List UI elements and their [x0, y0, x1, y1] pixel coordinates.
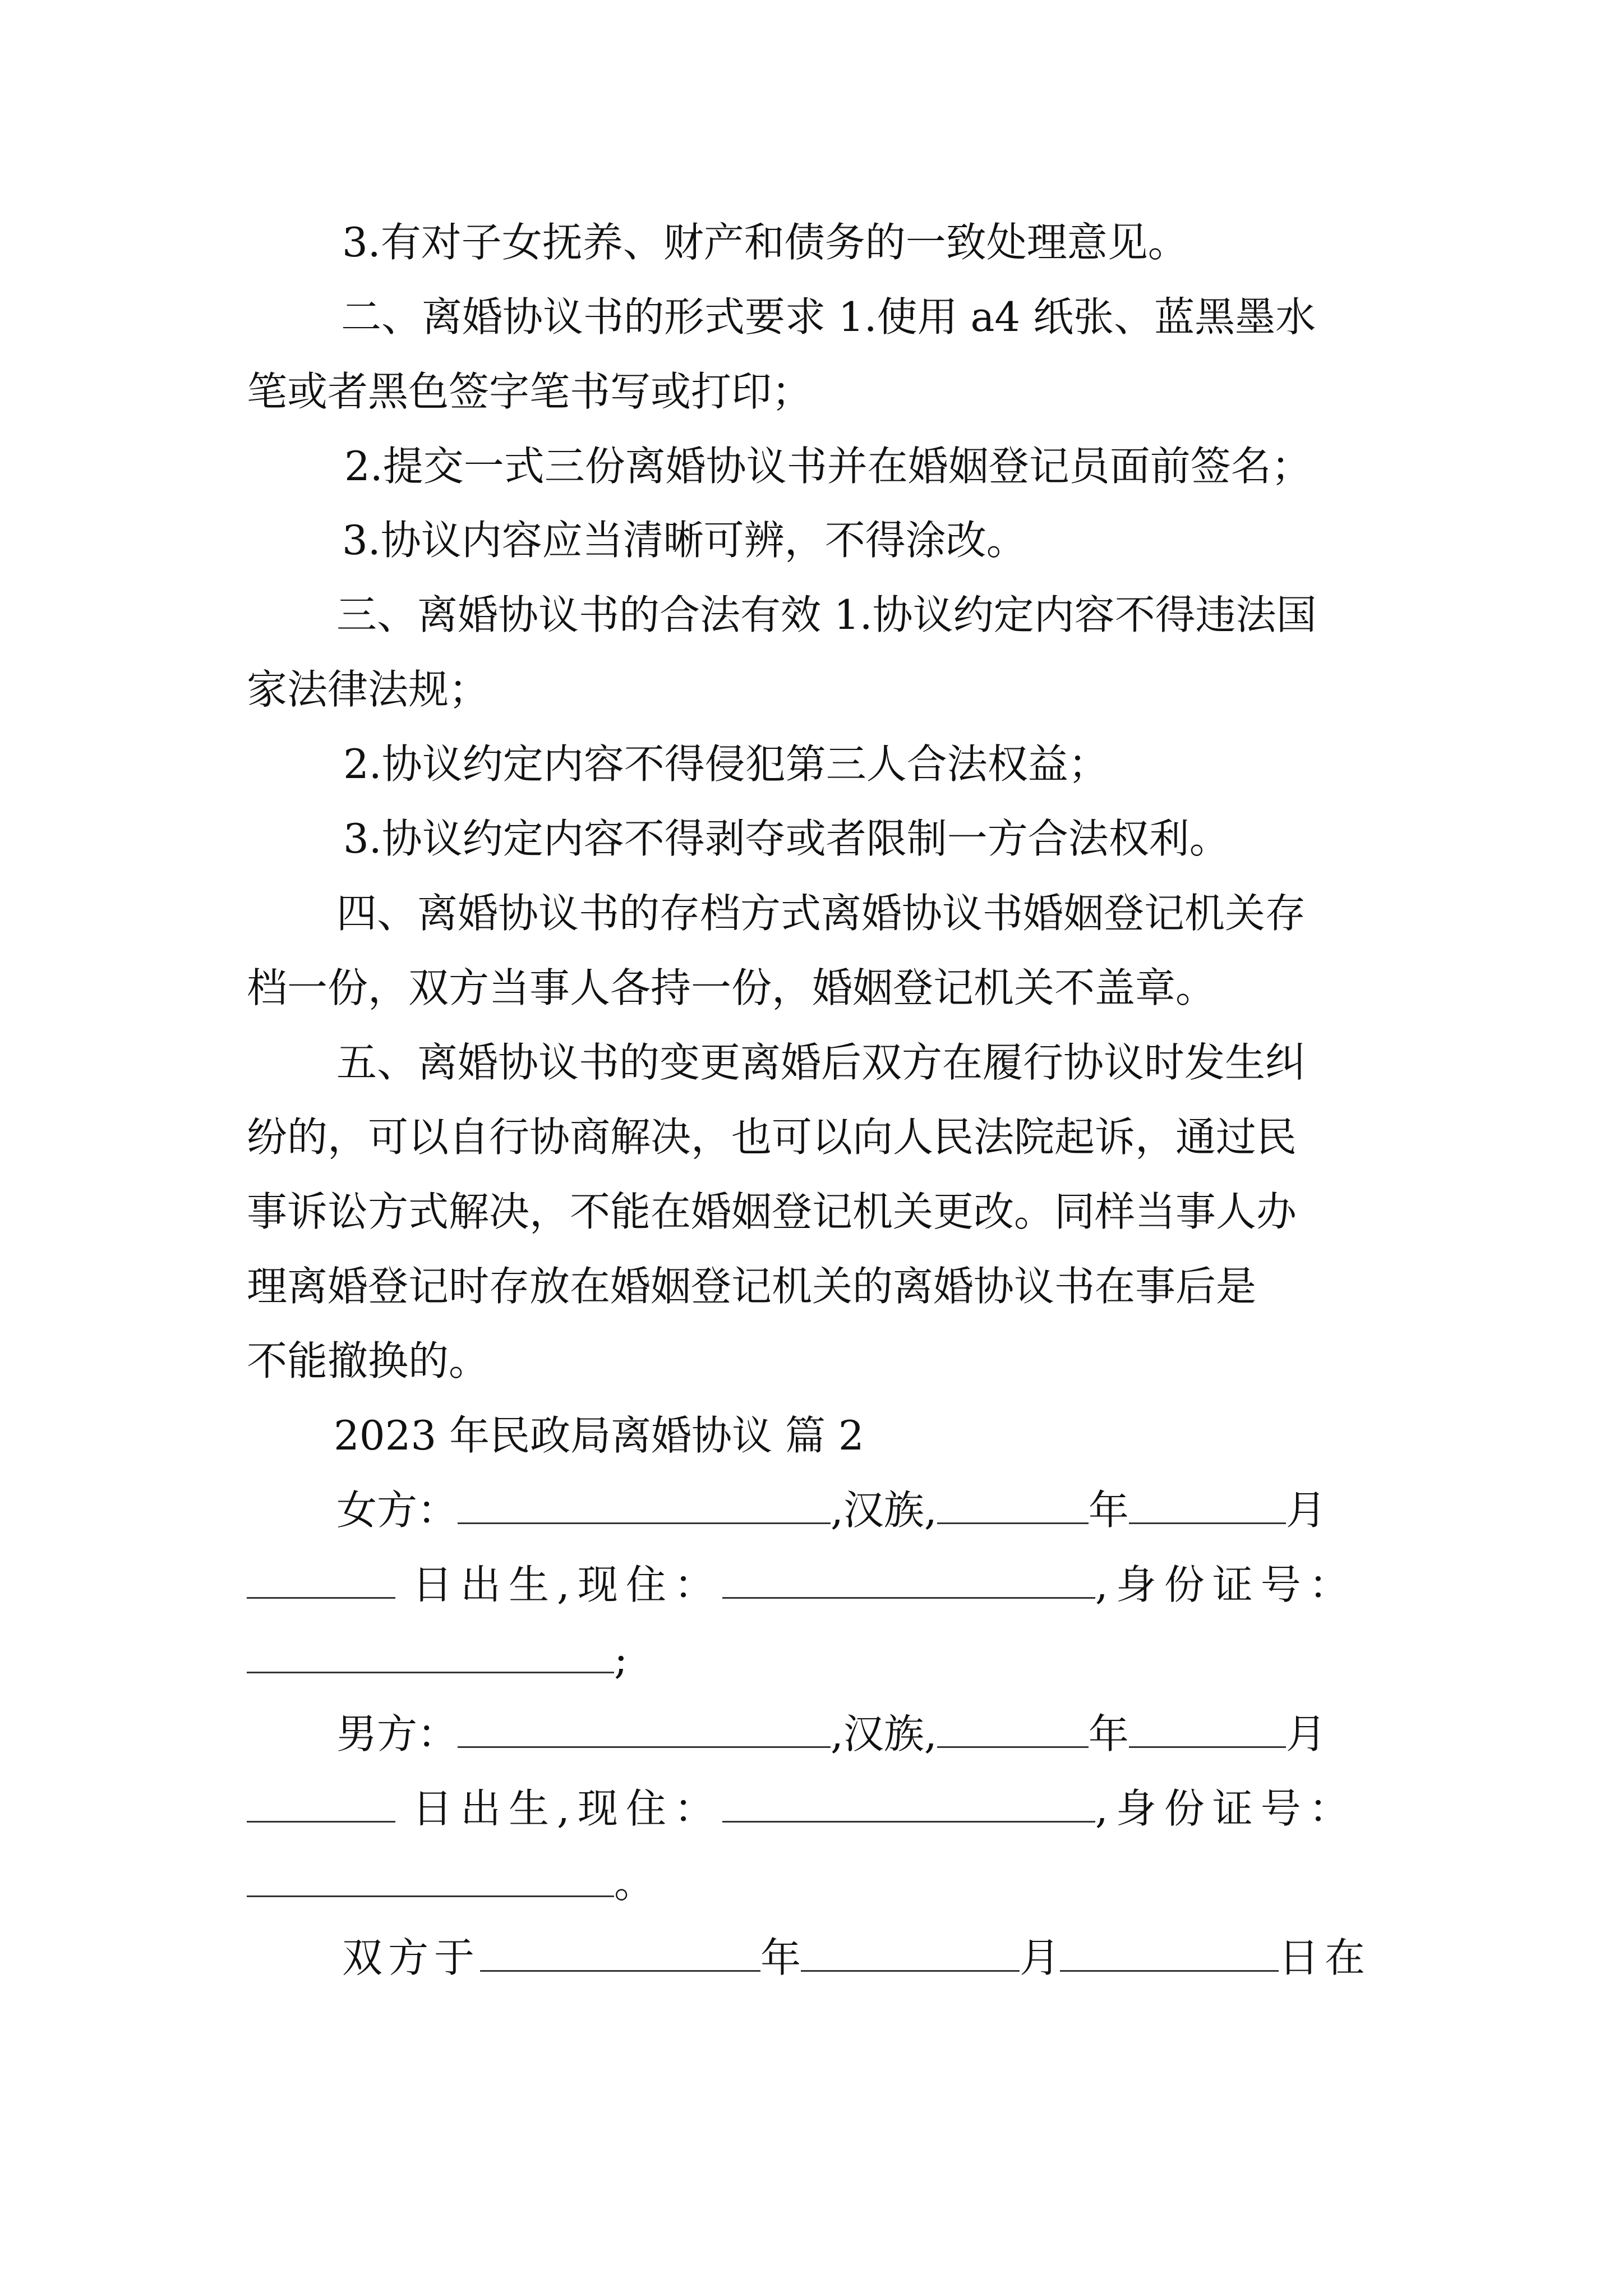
agreement-title — [0, 1402, 1623, 1469]
line-text: 3.协议约定内容不得剥夺或者限制一方合法权利。 — [343, 815, 1230, 862]
female-birth-day-field[interactable] — [247, 1553, 395, 1599]
section-heading-5 — [0, 1029, 1623, 1096]
line-text: 二、离婚协议书的形式要求 1.使用 a4 纸张、蓝黑墨水 — [341, 293, 1316, 341]
period: 。 — [614, 1860, 655, 1907]
line-text: 2.协议约定内容不得侵犯第三人合法权益； — [343, 740, 1109, 788]
male-birth-month-field[interactable] — [1129, 1703, 1286, 1748]
line-text: 家法律法规； — [247, 666, 490, 713]
line-text: 档一份，双方当事人各持一份，婚姻登记机关不盖章。 — [247, 964, 1216, 1011]
male-address-field[interactable] — [722, 1777, 1095, 1823]
line-text: 2.提交一式三份离婚协议书并在婚姻登记员面前签名； — [344, 443, 1312, 490]
female-birth-year-field[interactable] — [937, 1479, 1089, 1524]
line-text: 三、离婚协议书的合法有效 1.协议约定内容不得违法国 — [336, 591, 1317, 638]
line-text: 纷的，可以自行协商解决，也可以向人民法院起诉，通过民 — [247, 1114, 1297, 1161]
registration-date-line — [342, 1924, 1396, 1991]
born-label: 日出生,现住： — [412, 1561, 722, 1608]
male-name-field[interactable] — [458, 1703, 831, 1748]
month-label: 月 — [1285, 1487, 1326, 1534]
section-heading-3 — [0, 581, 1623, 648]
female-birth-month-field[interactable] — [1129, 1479, 1286, 1524]
paragraph-line — [0, 954, 1623, 1022]
female-address-field[interactable] — [722, 1553, 1095, 1599]
male-birth-year-field[interactable] — [937, 1703, 1089, 1748]
female-id-field[interactable] — [247, 1628, 614, 1673]
registration-day-field[interactable] — [1060, 1926, 1279, 1972]
paragraph-line — [0, 656, 1623, 723]
section-heading-2 — [0, 283, 1623, 351]
male-birth-day-field[interactable] — [247, 1777, 395, 1823]
female-party-line-3 — [247, 1626, 808, 1693]
both-parties-label: 双方于 — [342, 1934, 481, 1981]
paragraph-line — [0, 209, 1623, 276]
male-id-field[interactable] — [247, 1852, 614, 1897]
female-name-field[interactable] — [458, 1479, 831, 1524]
paragraph-line — [0, 1178, 1623, 1245]
line-text: 四、离婚协议书的存档方式离婚协议书婚姻登记机关存 — [336, 890, 1306, 937]
year-label: 年 — [760, 1934, 801, 1981]
paragraph-line — [0, 507, 1623, 574]
paragraph-line — [0, 358, 1623, 425]
paragraph-line — [0, 1253, 1623, 1320]
male-party-line-3 — [247, 1849, 808, 1917]
id-label: ,身份证号： — [1095, 1561, 1357, 1608]
paragraph-line — [0, 1327, 1623, 1395]
day-at-label: 日在 — [1279, 1934, 1371, 1981]
female-label: 女方： — [336, 1487, 458, 1534]
line-text: 2023 年民政局离婚协议 篇 2 — [334, 1412, 864, 1459]
female-party-line-2 — [247, 1551, 1391, 1618]
male-party-line-2 — [247, 1775, 1391, 1842]
paragraph-line — [0, 1103, 1623, 1171]
year-label: 年 — [1088, 1710, 1129, 1757]
ethnicity-label: ,汉族, — [831, 1710, 937, 1757]
paragraph-line — [0, 432, 1623, 500]
semicolon: ; — [614, 1636, 628, 1683]
born-label: 日出生,现住： — [412, 1785, 722, 1832]
line-text: 笔或者黑色签字笔书写或打印； — [247, 368, 813, 415]
registration-year-field[interactable] — [480, 1926, 760, 1972]
registration-month-field[interactable] — [801, 1926, 1020, 1972]
male-label: 男方： — [336, 1710, 458, 1757]
line-text: 理离婚登记时存放在婚姻登记机关的离婚协议书在事后是 — [247, 1263, 1257, 1310]
month-label: 月 — [1285, 1710, 1326, 1757]
section-heading-4 — [0, 880, 1623, 947]
line-text: 事诉讼方式解决，不能在婚姻登记机关更改。同样当事人办 — [247, 1188, 1297, 1235]
paragraph-line — [0, 730, 1623, 798]
line-text: 不能撤换的。 — [247, 1337, 490, 1384]
ethnicity-label: ,汉族, — [831, 1487, 937, 1534]
id-label: ,身份证号： — [1095, 1785, 1357, 1832]
paragraph-line — [0, 805, 1623, 872]
year-label: 年 — [1088, 1487, 1129, 1534]
month-label: 月 — [1020, 1934, 1061, 1981]
line-text: 3.有对子女抚养、财产和债务的一致处理意见。 — [342, 219, 1188, 266]
male-party-line-1 — [336, 1700, 1391, 1768]
line-text: 五、离婚协议书的变更离婚后双方在履行协议时发生纠 — [336, 1039, 1306, 1086]
female-party-line-1 — [336, 1476, 1391, 1544]
line-text: 3.协议内容应当清晰可辨，不得涂改。 — [342, 517, 1027, 564]
